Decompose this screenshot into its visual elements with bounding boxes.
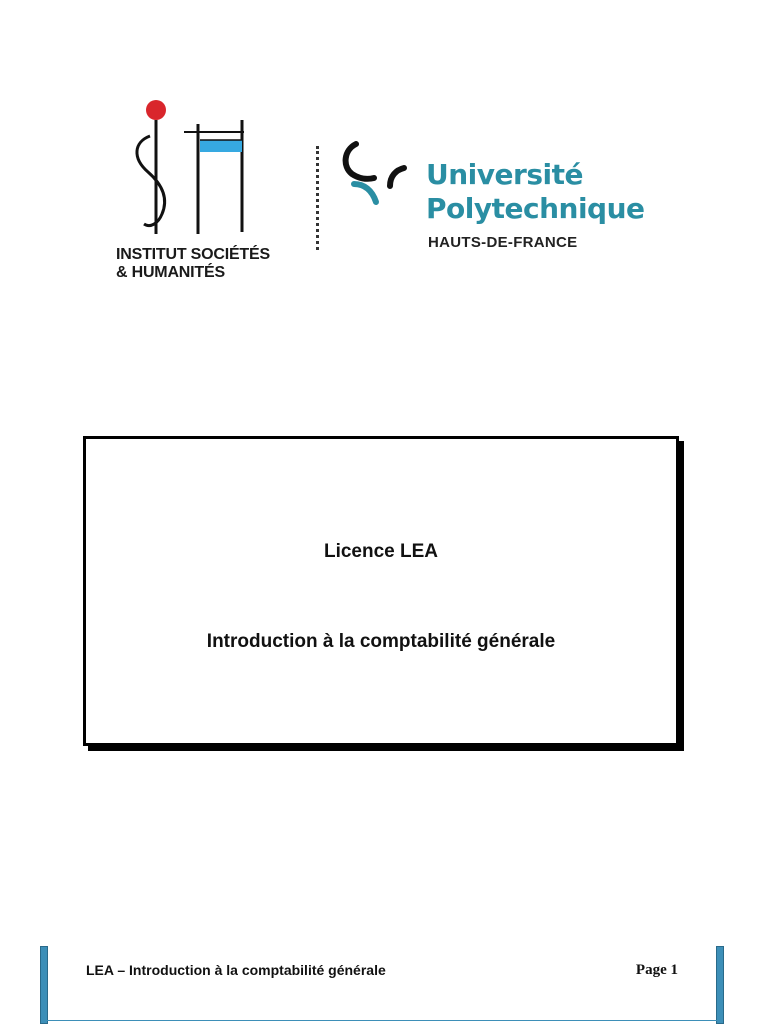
footer-page-number: Page 1 <box>635 962 678 978</box>
title-box <box>83 436 679 746</box>
footer-left-bar <box>40 946 48 1024</box>
uphf-name <box>426 158 645 226</box>
institut-societes-humanites-logo <box>112 96 302 296</box>
footer-course-label: LEA – Introduction à la comptabilité générale <box>86 962 386 978</box>
ish-logo-line1: INSTITUT SOCIÉTÉS <box>116 246 270 263</box>
ish-emblem-icon <box>120 96 260 236</box>
ish-logo-line2: & HUMANITÉS <box>116 264 225 281</box>
ish-logo-text <box>116 246 270 282</box>
header-logos <box>0 0 768 300</box>
footer-rule <box>44 1020 720 1021</box>
degree-title: Licence LEA <box>323 541 439 562</box>
course-title: Introduction à la comptabilité générale <box>206 631 556 652</box>
uphf-name-line1: Université <box>426 158 583 191</box>
universite-polytechnique-logo <box>340 140 680 260</box>
page-footer <box>0 940 768 1024</box>
uphf-region: HAUTS-DE-FRANCE <box>428 234 578 251</box>
uphf-mark-icon <box>340 140 410 210</box>
footer-right-bar <box>716 946 724 1024</box>
logo-divider <box>316 146 319 250</box>
uphf-name-line2: Polytechnique <box>426 192 645 225</box>
